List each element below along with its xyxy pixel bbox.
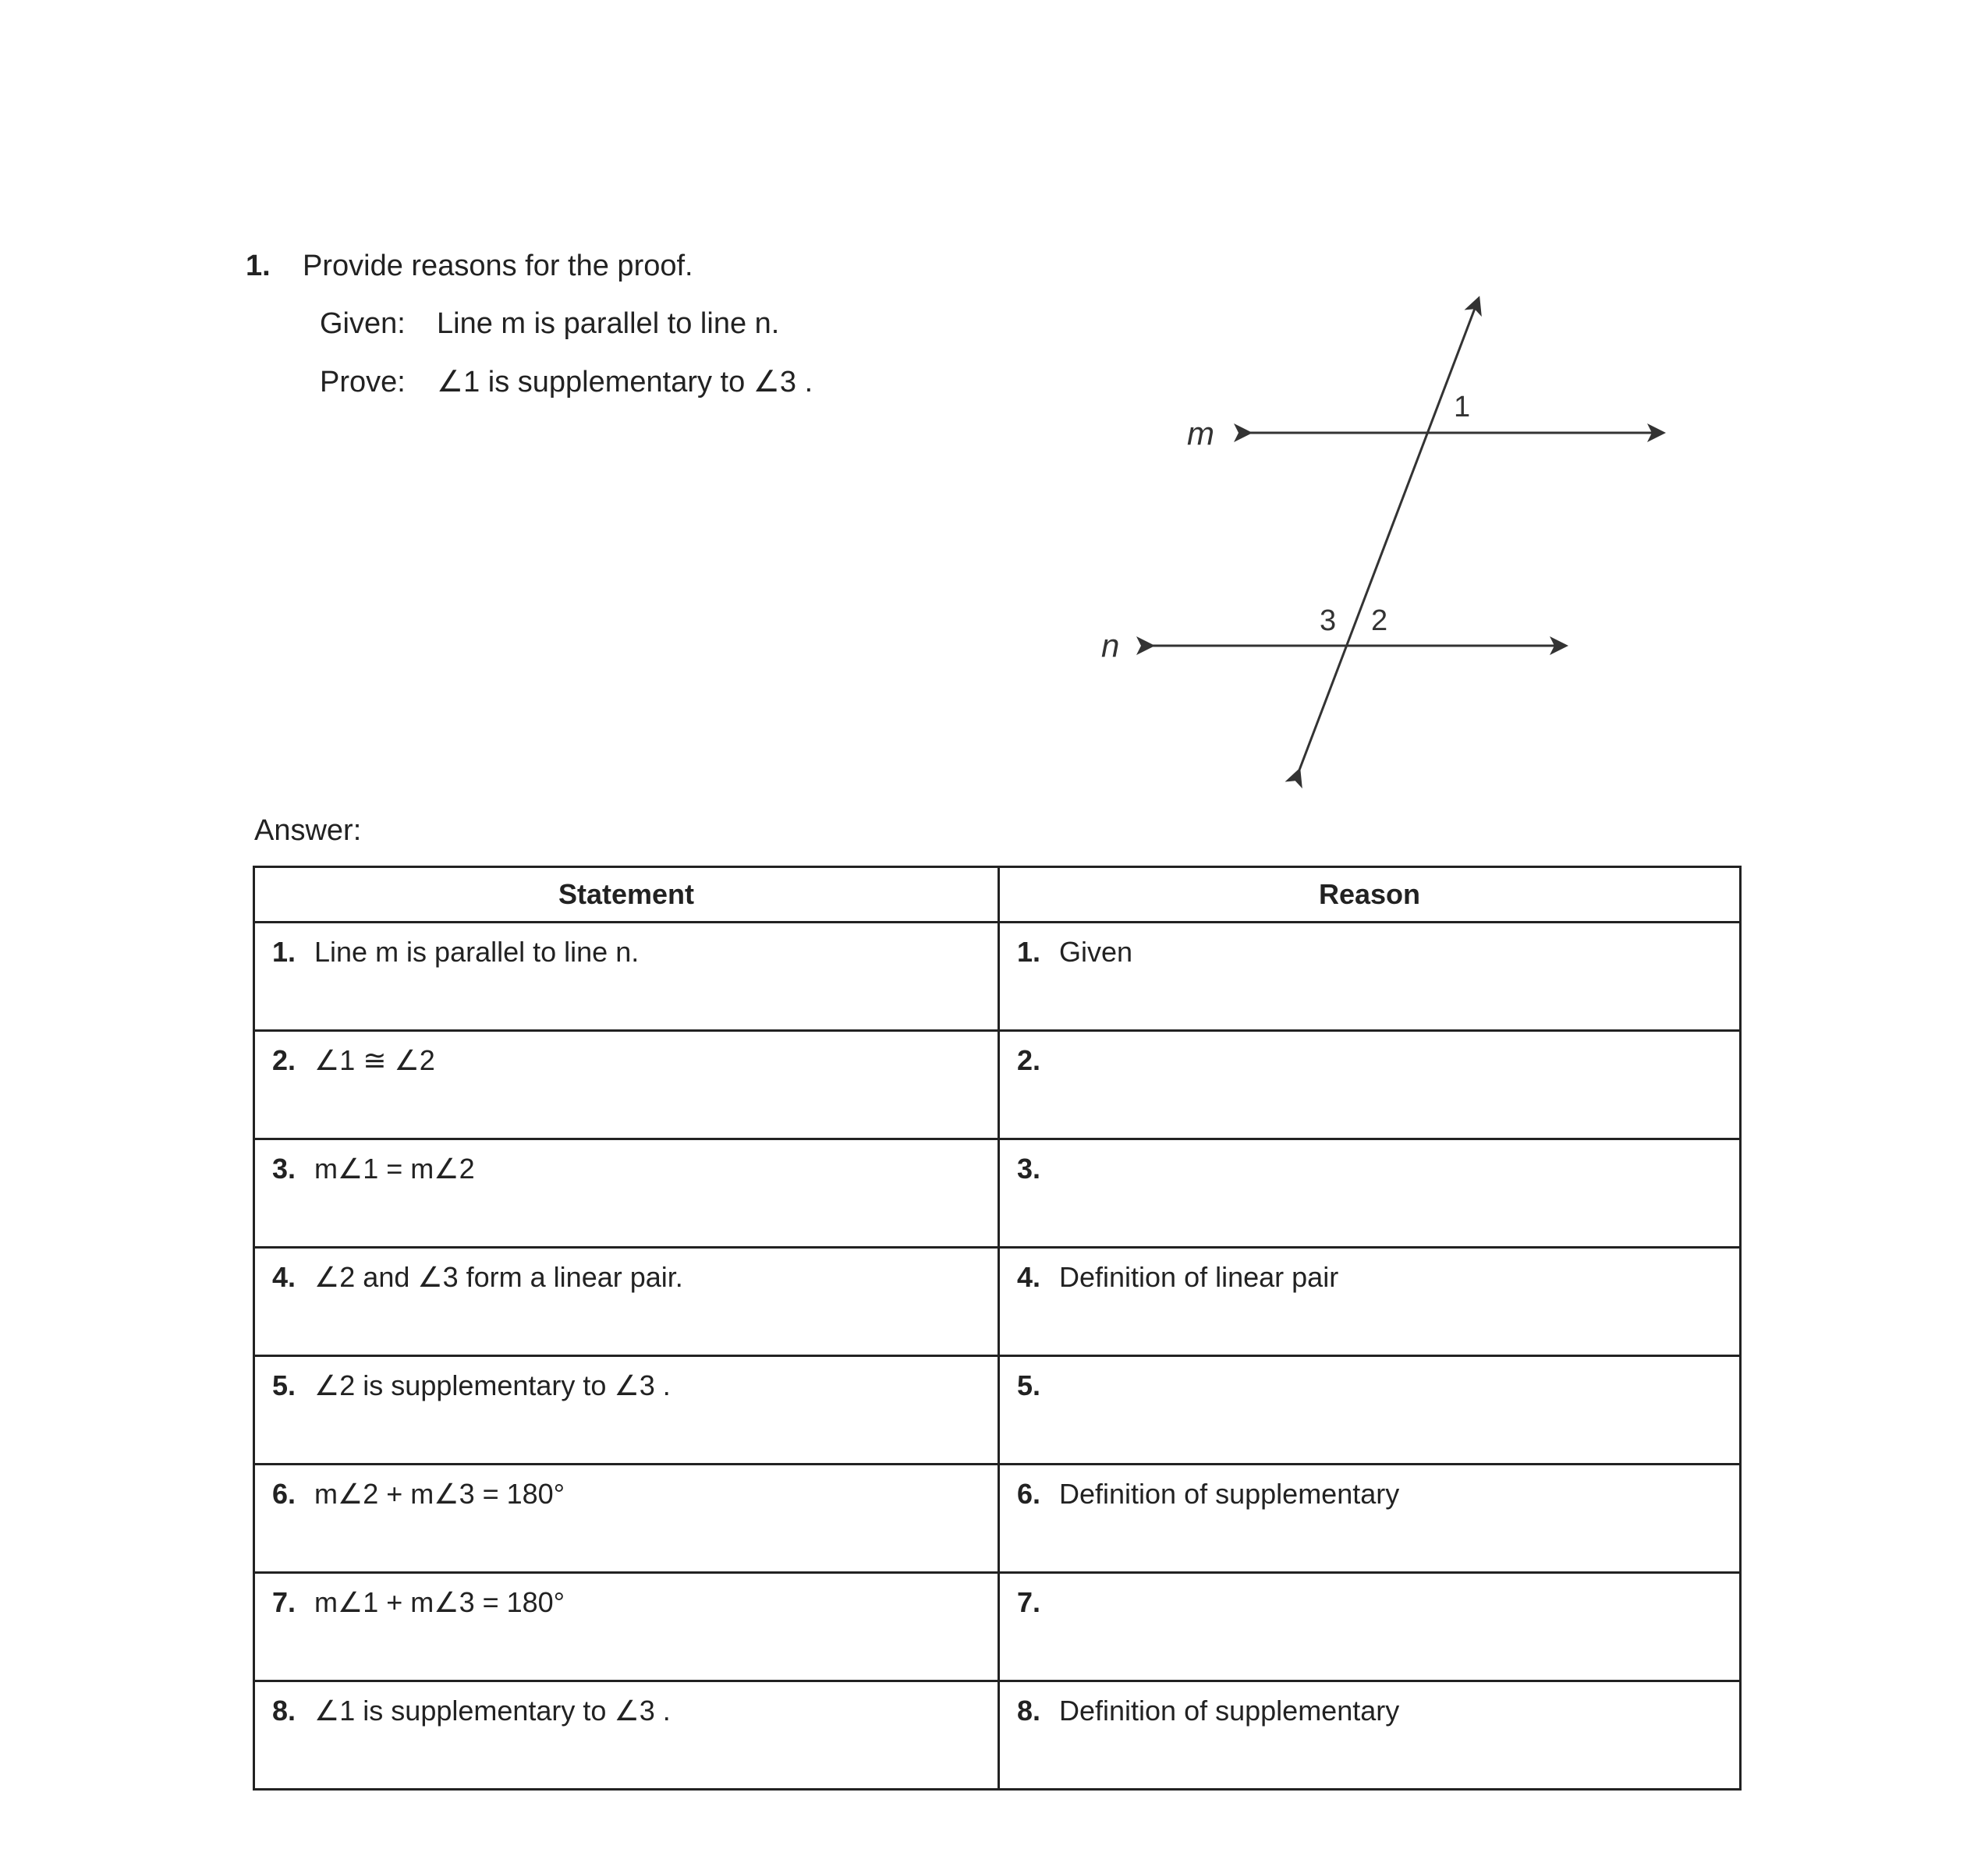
table-row [254, 1681, 1741, 1790]
angle-1-label: 1 [1454, 391, 1471, 423]
statement-number: 2. [272, 1044, 296, 1076]
statement-text: ∠1 ≅ ∠2 [314, 1044, 435, 1076]
statement-cell [254, 1139, 999, 1248]
reason-header: Reason [999, 867, 1741, 923]
given-text: Line m is parallel to line n. [437, 307, 780, 340]
reason-text: Definition of supplementary [1059, 1478, 1400, 1510]
reason-number: 2. [1017, 1044, 1041, 1076]
table-row [254, 1031, 1741, 1139]
statement-number: 6. [272, 1478, 296, 1510]
answer-label: Answer: [254, 814, 362, 847]
reason-number: 3. [1017, 1153, 1041, 1185]
statement-number: 8. [272, 1695, 296, 1727]
transversal-line [1299, 300, 1478, 772]
table-row [254, 1356, 1741, 1465]
question-number: 1. [246, 250, 271, 282]
statement-text: Line m is parallel to line n. [314, 936, 640, 968]
statement-cell [254, 1573, 999, 1681]
table-header-row [254, 867, 1741, 923]
statement-cell [254, 1681, 999, 1790]
reason-text: Definition of linear pair [1059, 1261, 1339, 1293]
statement-cell [254, 923, 999, 1031]
statement-number: 5. [272, 1369, 296, 1401]
line-m-label: m [1187, 415, 1214, 452]
prove-label: Prove: [320, 366, 406, 398]
table-row [254, 923, 1741, 1031]
reason-number: 5. [1017, 1369, 1041, 1401]
given-label: Given: [320, 307, 406, 340]
reason-cell[interactable] [999, 923, 1741, 1031]
statement-text: m∠1 + m∠3 = 180° [314, 1586, 565, 1618]
reason-text: Definition of supplementary [1059, 1695, 1400, 1727]
reason-cell[interactable] [999, 1031, 1741, 1139]
statement-text: ∠1 is supplementary to ∠3 . [314, 1695, 671, 1727]
prove-text: ∠1 is supplementary to ∠3 . [437, 366, 813, 398]
prove-row [320, 364, 813, 400]
table-row [254, 1139, 1741, 1248]
statement-text: m∠1 = m∠2 [314, 1153, 475, 1185]
statement-header: Statement [254, 867, 999, 923]
reason-cell[interactable] [999, 1573, 1741, 1681]
reason-cell[interactable] [999, 1465, 1741, 1573]
reason-text: Given [1059, 936, 1133, 968]
angle-3-label: 3 [1320, 604, 1337, 637]
reason-number: 6. [1017, 1478, 1041, 1510]
table-row [254, 1573, 1741, 1681]
table-row [254, 1248, 1741, 1356]
reason-number: 8. [1017, 1695, 1041, 1727]
reason-cell[interactable] [999, 1248, 1741, 1356]
statement-number: 7. [272, 1586, 296, 1618]
statement-cell [254, 1356, 999, 1465]
reason-cell[interactable] [999, 1681, 1741, 1790]
statement-cell [254, 1465, 999, 1573]
reason-number: 7. [1017, 1586, 1041, 1618]
reason-number: 4. [1017, 1261, 1041, 1293]
statement-cell [254, 1248, 999, 1356]
given-row [320, 306, 779, 342]
line-n-label: n [1101, 627, 1120, 664]
table-row [254, 1465, 1741, 1573]
statement-text: ∠2 is supplementary to ∠3 . [314, 1369, 671, 1401]
statement-number: 3. [272, 1153, 296, 1185]
proof-table [253, 866, 1742, 1791]
statement-cell [254, 1031, 999, 1139]
angle-2-label: 2 [1371, 604, 1388, 637]
statement-number: 4. [272, 1261, 296, 1293]
statement-text: m∠2 + m∠3 = 180° [314, 1478, 565, 1510]
parallel-lines-diagram [1061, 281, 1685, 795]
reason-cell[interactable] [999, 1356, 1741, 1465]
reason-number: 1. [1017, 936, 1041, 968]
reason-cell[interactable] [999, 1139, 1741, 1248]
statement-text: ∠2 and ∠3 form a linear pair. [314, 1261, 683, 1293]
question-text: Provide reasons for the proof. [303, 250, 693, 282]
statement-number: 1. [272, 936, 296, 968]
